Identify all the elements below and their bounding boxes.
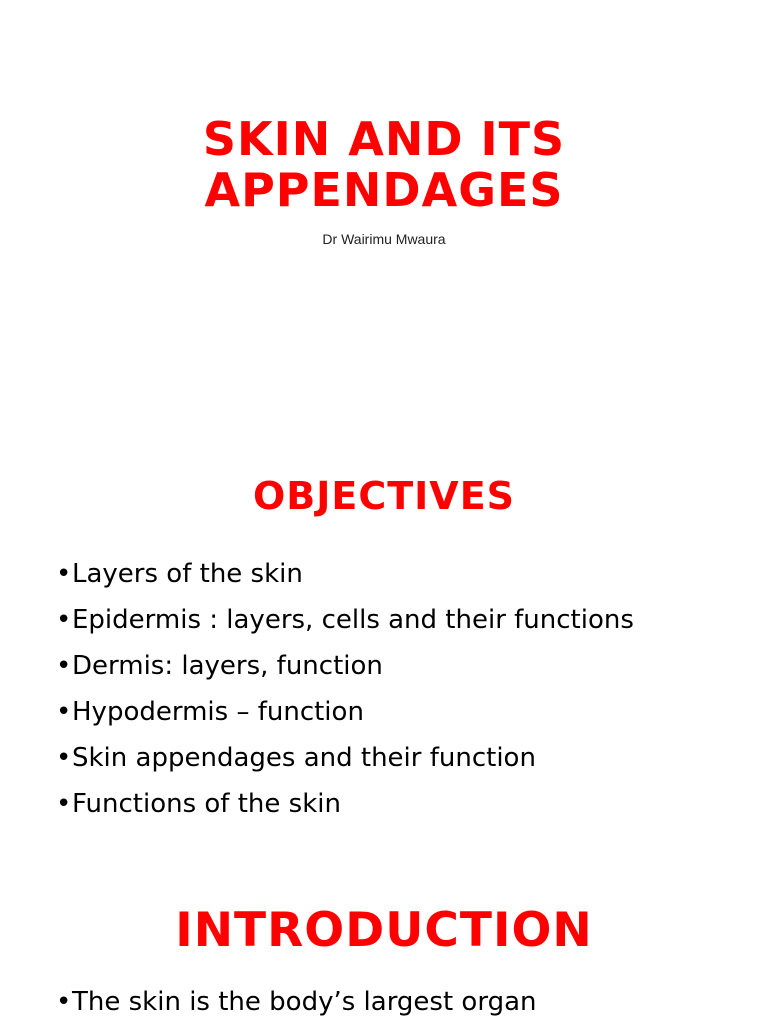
objectives-slide <box>0 360 768 860</box>
bullet-icon: • <box>56 697 72 727</box>
introduction-list <box>56 979 536 1025</box>
objectives-list <box>56 551 634 827</box>
bullet-icon: • <box>56 605 72 635</box>
list-item <box>56 551 634 597</box>
introduction-slide <box>0 860 768 1024</box>
list-item <box>56 643 634 689</box>
list-item <box>56 781 634 827</box>
bullet-icon: • <box>56 987 72 1017</box>
bullet-icon: • <box>56 789 72 819</box>
bullet-icon: • <box>56 743 72 773</box>
title-slide <box>0 0 768 360</box>
author-subtitle: Dr Wairimu Mwaura <box>322 231 446 247</box>
slide-title-line-2: APPENDAGES <box>204 163 564 217</box>
slide-title: OBJECTIVES <box>252 474 516 518</box>
list-item-text: Skin appendages and their function <box>72 743 536 773</box>
list-item-text: Functions of the skin <box>72 789 341 819</box>
slide-title <box>0 114 768 216</box>
list-item-text: The skin is the body’s largest organ <box>72 987 537 1017</box>
list-item <box>56 979 536 1025</box>
list-item-text: Hypodermis – function <box>72 697 364 727</box>
slide-title: INTRODUCTION <box>175 903 593 958</box>
bullet-icon: • <box>56 559 72 589</box>
slide-title-line-1: SKIN AND ITS <box>202 112 566 166</box>
list-item-text: Dermis: layers, function <box>72 651 383 681</box>
list-item <box>56 597 634 643</box>
list-item-text: Epidermis : layers, cells and their functions <box>72 605 634 635</box>
list-item <box>56 689 634 735</box>
list-item-text: Layers of the skin <box>72 559 303 589</box>
bullet-icon: • <box>56 651 72 681</box>
list-item <box>56 735 634 781</box>
